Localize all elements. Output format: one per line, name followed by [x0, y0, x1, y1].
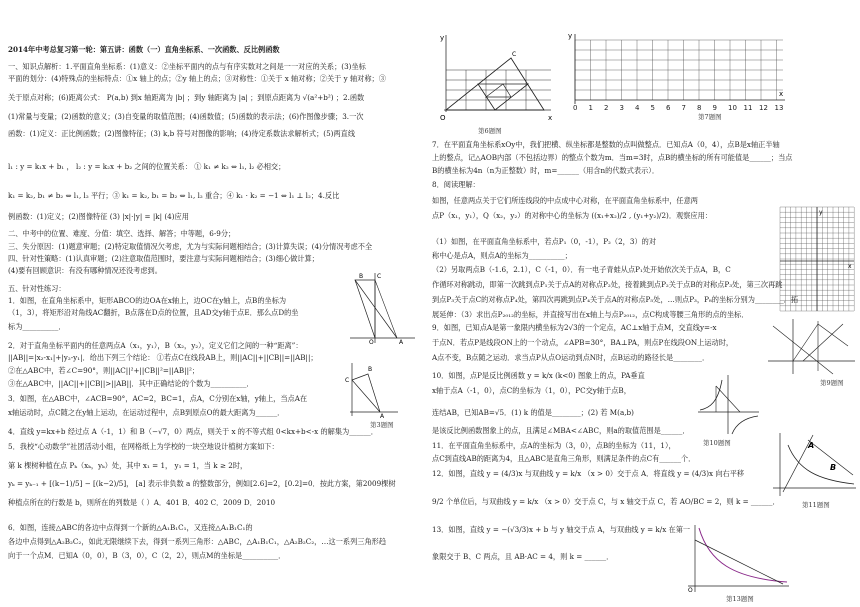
left-line-29: 向于一个点M．已知A（0，0），B（3，0），C（2，2），则点M的坐标是__________．: [8, 551, 286, 560]
right-line-5: 点P（x₁，y₁），Q（x₂，y₂）的对称中心的坐标为 ((x₁+x₂)/2 , (y₁+y₂)/2)．观察应用：: [432, 211, 712, 220]
svg-text:A: A: [380, 413, 385, 420]
svg-text:O: O: [688, 587, 693, 594]
left-line-5: l₁ : y = k₁x + b₁ ， l₂ : y = k₂x + b₂ 之间的位置关系： ① k₁ ≠ k₂ ⇔ l₁, l₂ 必相交；: [8, 162, 286, 171]
right-line-20: 点C到直线AB的距离为4，且△ABC是直角三角形，则满足条件的点C有______个．: [432, 454, 696, 463]
right-line-16: x轴于点A（-1，0），点C的坐标为（1，0），PC交y轴于点B，: [432, 386, 631, 395]
left-line-8: 二、中考中的位置、难度、分值：填空、选择、解答；中等题，6-9分；: [8, 229, 236, 238]
figure-1: [345, 270, 417, 345]
figure-6: [436, 30, 556, 125]
svg-text:C: C: [345, 377, 350, 384]
left-line-7: 例函数：(1)定义；(2)图像特征 (3) |x|·|y| = |k| (4)应用: [8, 212, 189, 221]
fig3-caption: 第3题图: [370, 421, 394, 429]
figure-9: [763, 316, 858, 378]
page-title: 2014年中考总复习第一轮：第五讲：函数（一）直角坐标系、一次函数、反比例函数: [8, 45, 280, 54]
right-line-24: 象限交于 B、C 两点，且 AB·AC = 4，则 k = ______．: [432, 552, 614, 561]
right-line-1: 上的整点，记△AOB内部（不包括边界）的整点个数为m．当m=3时，点B的横坐标的所有可能值是______；当点: [432, 153, 793, 162]
fig7-tick-10: 10: [728, 104, 737, 112]
fig11-caption: 第11题图: [802, 501, 830, 509]
figure-11: [768, 430, 858, 500]
fig7-tick-5: 5: [650, 104, 655, 112]
svg-text:O: O: [369, 339, 374, 346]
fig7-tick-9: 9: [712, 104, 717, 112]
right-line-23: 13．如图，直线 y = −(√3/3)x + b 与 y 轴交于点 A，与双曲线 y = k/x 在第一: [432, 525, 691, 534]
fig7-tick-7: 7: [681, 104, 686, 112]
fig7-tick-4: 4: [635, 104, 640, 112]
svg-text:x: x: [848, 263, 852, 270]
right-line-6: （1）如图，在平面直角坐标系中，若点P₁（0，-1），P₂（2，3）的对: [432, 237, 657, 246]
fig7-tick-2: 2: [604, 104, 609, 112]
right-line-22: 9/2 个单位后，与双曲线 y = k/x （x > 0）交于点 C，与 x 轴交于点 C，若 AO/BC = 2，则 k = ______．: [432, 497, 780, 506]
right-line-4: 如图，任意两点关于它们所连线段的中点成中心对称，在平面直角坐标系中，任意两: [432, 196, 698, 205]
right-line-0: 7．在平面直角坐标系xOy中，我们把横、纵坐标都是整数的点叫做整点．已知点A（0，4），点B是x轴正半轴: [432, 140, 780, 149]
left-line-12: 五、针对性练习：: [8, 284, 66, 293]
left-line-19: ③在△ABC中，||AC||+||CB||>||AB||．其中正确结论的个数为__________．: [8, 379, 254, 388]
fig7-tick-13: 13: [774, 104, 784, 112]
left-line-11: (4)要有回顾意识：有没有哪种情况还没考虑到。: [8, 266, 162, 275]
fig6-caption: 第6题图: [478, 127, 502, 135]
left-line-27: 6．如图，连接△ABC的各边中点得到一个新的△A₁B₁C₁，又连接△A₁B₁C₁的: [8, 523, 253, 532]
left-line-4: 函数：(1)定义：正比例函数；(2)图像特征；(3) k,b 符号对图像的影响；(4)待定系数法求解析式；(5)两直线: [8, 129, 356, 138]
left-line-15: 标为__________．: [8, 322, 66, 331]
left-line-23: 5．我校“心动数学”社团活动小组，在网格纸上为学校的一块空地设计植树方案如下：: [8, 442, 279, 451]
fig9-caption: 第9题图: [820, 379, 844, 387]
left-line-18: ②在△ABC中，若∠C=90°，则||AC||²+||CB||²=||AB||²；: [8, 366, 200, 375]
right-line-12: 9．如图，已知点A是第一象限内横坐标为2√3的一个定点，AC⊥x轴于点M，交直线y=-x: [432, 323, 717, 332]
fig10-caption: 第10题图: [703, 439, 731, 447]
right-line-9: 作循环对称跳动，即第一次跳到点P₁关于点A的对称点P₂处，接着跳到点P₂关于点B的对称点P₃处，第三次再跳: [432, 280, 783, 289]
fig13-caption: 第13题图: [726, 595, 754, 603]
right-line-15: 10．如图，点P是反比例函数 y = k/x (k<0) 图象上的点，PA垂直: [432, 371, 645, 380]
left-line-9: 三、失分原因：(1)题意审题；(2)特定取值情况欠考虑，尤为与实际问题相结合；(3)计算失误；(4)分情况考虑不全: [8, 242, 373, 251]
figure-3: [340, 360, 400, 420]
left-line-14: （1，3），将矩形沿对角线AC翻折，B点落在D点的位置，且AD交y轴于点E．那么点D的坐: [8, 308, 299, 317]
svg-text:B: B: [359, 273, 364, 280]
left-line-25: yₖ = yₖ₋₁ + [(k−1)/5] − [(k−2)/5]， [a] 表示非负数 a 的整数部分，例如[2.6]=2，[0.2]=0．按此方案，第2009棵树: [8, 479, 396, 488]
right-column: [428, 0, 860, 607]
fig7-tick-6: 6: [666, 104, 671, 112]
svg-text:A: A: [808, 441, 815, 450]
left-line-17: ||AB||=|x₂-x₁|+|y₂-y₁|．给出下列三个结论： ①若点C在线段AB上，则||AC||+||CB||=||AB||；: [8, 353, 318, 362]
svg-text:A: A: [399, 339, 404, 346]
fig7-x-label: x: [779, 90, 784, 98]
fig7-y-label: y: [568, 32, 573, 40]
fig7-tick-0: 0: [573, 104, 578, 112]
fig7-tick-8: 8: [697, 104, 702, 112]
right-line-18: 是该反比例函数图象上的点，且满足∠MBA<∠ABC，则a的取值范围是______．: [432, 426, 690, 435]
fig7-tick-12: 12: [759, 104, 768, 112]
fig7-tick-3: 3: [619, 104, 624, 112]
svg-text:C: C: [377, 273, 382, 280]
right-line-2: B的横坐标为4n（n为正整数）时，m=______（用含n的代数式表示）．: [432, 166, 660, 175]
left-line-22: 4．直线 y=kx+b 经过点 A（-1，1）和 B（−√7，0）两点，则关于 x 的不等式组 0<kx+b<-x 的解集为______．: [8, 427, 378, 436]
svg-text:O: O: [440, 114, 446, 122]
right-line-8: （2）另取两点B（-1.6，2.1），C（-1，0）．有一电子青蛙从点P₁处开始依次关于点A，B，C: [432, 265, 731, 274]
svg-text:C: C: [512, 51, 517, 58]
fig7-tick-1: 1: [588, 104, 593, 112]
left-line-24: 第 k 棵树种植在点 Pₖ（xₖ，yₖ）处，其中 x₁ = 1， y₁ = 1，当 k ≥ 2时，: [8, 461, 248, 470]
left-line-13: 1．如图，在直角坐标系中，矩形ABCO的边OA在x轴上，边OC在y轴上，点B的坐标为: [8, 296, 287, 305]
left-line-3: (1)常量与变量；(2)函数的意义；(3)自变量的取值范围；(4)函数值；(5)函数的表示法；(6)作图像步骤；3.一次: [8, 112, 364, 121]
left-line-26: 种植点所在的行数是 b，则所在的列数是（ ）A．401 B．402 C．2009 D．2010: [8, 498, 276, 507]
left-line-6: k₁ = k₂, b₁ ≠ b₂ ⇔ l₁, l₂ 平行；③ k₁ = k₂, b₁ = b₂ ⇔ l₁, l₂ 重合；④ k₁ · k₂ = −1 ⇔ l₁ ⊥ l₂；4.反比: [8, 191, 340, 200]
svg-text:B: B: [830, 463, 837, 472]
svg-text:y: y: [440, 34, 445, 42]
svg-text:x: x: [548, 114, 553, 122]
left-line-28: 各边中点得到△A₂B₂C₂，如此无限继续下去，得到一系列三角形：△ABC，△A₁B₁C₁，△A₂B₂C₂，…这一系列三角形趋: [8, 537, 387, 546]
right-line-19: 11．在平面直角坐标系中，点A的坐标为（3，0），点B的坐标为（11，1），: [432, 441, 676, 450]
left-line-1: 平面的划分：(4)特殊点的坐标特点：①x 轴上的点；②y 轴上的点；③对称性：①关于 x 轴对称；②关于 y 轴对称；③: [8, 74, 386, 83]
right-line-3: 8．阅读理解：: [432, 180, 480, 189]
left-line-16: 2．对于直角坐标平面内的任意两点A（x₁，y₁），B（x₂，y₂），定义它们之间的一种“距离”：: [8, 341, 303, 350]
fig7-tick-11: 11: [743, 104, 753, 112]
left-line-10: 四、针对性策略：(1)认真审题；(2)注意取值范围时，要注意与实际问题相结合；(3)细心做计算；: [8, 254, 319, 263]
fig7-caption: 第7题图: [698, 113, 722, 121]
svg-text:y: y: [819, 209, 823, 216]
right-line-17: 连结AB，已知AB=√5．(1) k 的值是________；(2) 若 M(a,b): [432, 408, 634, 417]
right-line-7: 称中心是点A，则点A的坐标为__________；: [432, 251, 572, 260]
left-line-20: 3．如图，在△ABC中，∠ACB=90°，AC=2，BC=1，点A，C分别在x轴，y轴上，当点A在: [8, 394, 308, 403]
right-line-13: 于点N．若点P是线段ON上的一个动点，∠APB=30°，BA⊥PA，则点P在线段ON上运动时，: [432, 338, 734, 347]
left-line-2: 关于原点对称；(6)距离公式： P(a,b) 到x 轴距离为 |b| ；到y 轴距离为 |a| ；到原点距离为 √(a²+b²) ；2.函数: [8, 93, 365, 102]
figure-13: [683, 522, 793, 594]
svg-text:B: B: [368, 366, 373, 373]
right-line-11: 展延伸：（3）求出点P₂₀₁₂的坐标，并直接写出在x轴上与点P₂₀₁₂，点C构成等腰三角形的点的坐标．: [432, 310, 749, 319]
right-line-14: A点不变，B点随之运动．求当点P从点O运动到点N时，点B运动的路径长是________．: [432, 353, 710, 362]
right-line-10: 到点P₃关于点C的对称点P₄处，第四次再跳到点P₄关于点A的对称点P₅处，…则点P₃，P₈的坐标分别为________．拓: [432, 295, 799, 304]
left-line-21: x轴运动时，点C随之在y轴上运动，在运动过程中，点B到原点O的最大距离为______．: [8, 408, 285, 417]
right-line-21: 12．如图，直线 y = (4/3)x 与双曲线 y = k/x （x > 0）交于点 A．将直线 y = (4/3)x 向右平移: [432, 469, 745, 478]
left-line-0: 一、知识点解析：1.平面直角坐标系：(1)意义：②坐标平面内的点与有序实数对之间是一一对应的关系；(3)坐标: [8, 62, 366, 71]
figure-7: [563, 30, 788, 115]
